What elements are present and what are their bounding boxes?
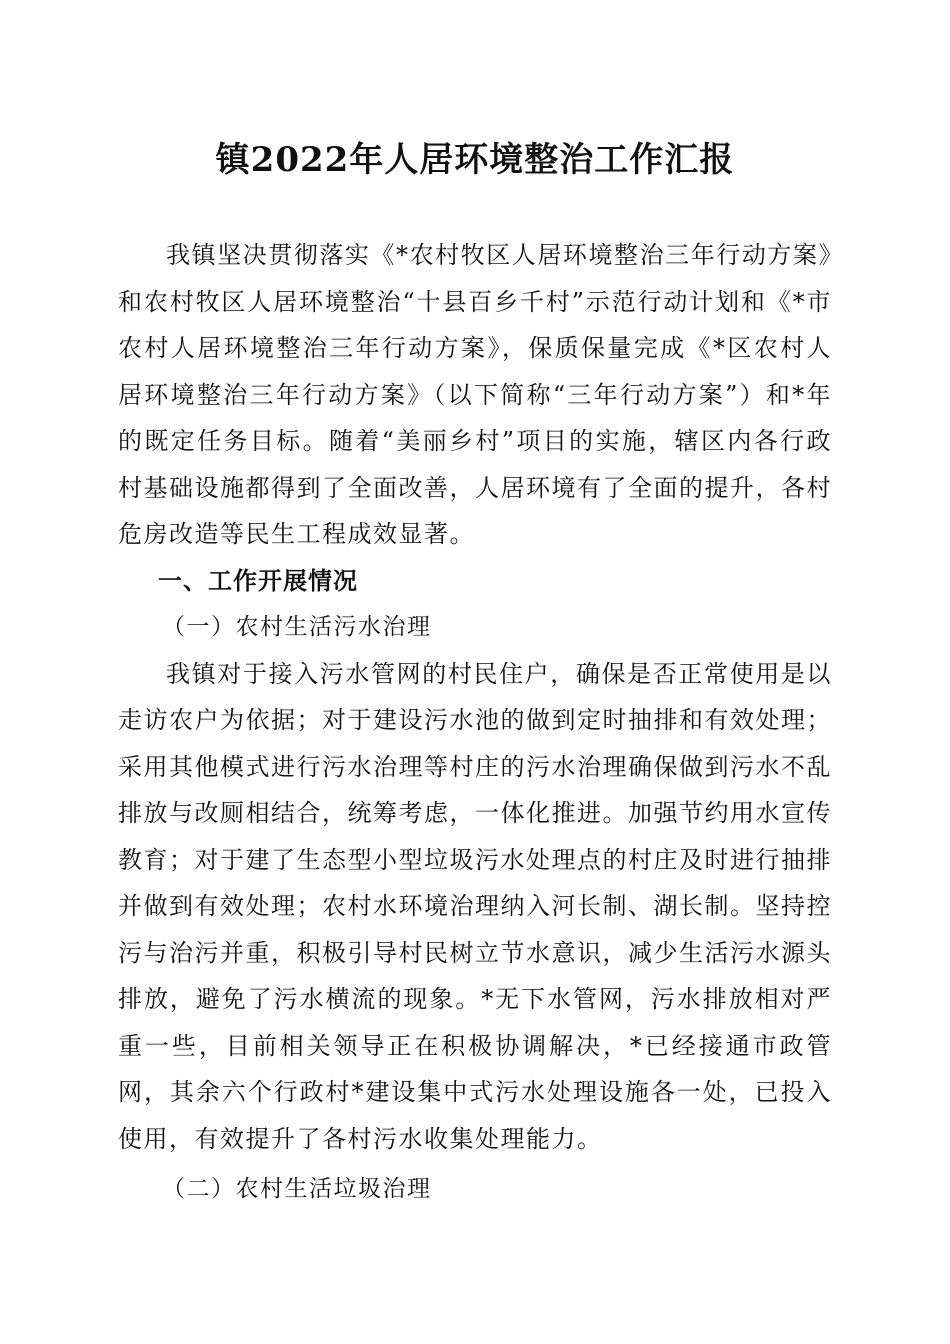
document-body xyxy=(118,232,832,1213)
subsection-heading-sewage: （一）农村生活污水治理 xyxy=(162,614,432,640)
section-heading-work-progress: 一、工作开展情况 xyxy=(158,566,358,595)
subsection-heading-garbage: （二）农村生活垃圾治理 xyxy=(162,1176,432,1202)
sewage-paragraph: 我镇对于接入污水管网的村民住户，确保是否正常使用是以走访农户为依据；对于建设污水池的做到定时抽排和有效处理；采用其他模式进行污水治理等村庄的污水治理确保做到污水不乱排放与改厕相结合，统筹考虑，一体化推进。加强节约用水宣传教育；对于建了生态型小型垃圾污水处理点的村庄及时进行抽排并做到有效处理；农村水环境治理纳入河长制、湖长制。坚持控污与治污并重，积极引导村民树立节水意识，减少生活污水源头排放，避免了污水横流的现象。*无下水管网，污水排放相对严重一些，目前相关领导正在积极协调解决，*已经接通市政管网，其余六个行政村*建设集中式污水处理设施各一处，已投入使用，有效提升了各村污水收集处理能力。 xyxy=(118,659,832,1153)
intro-paragraph: 我镇坚决贯彻落实《*农村牧区人居环境整治三年行动方案》和农村牧区人居环境整治“十县百乡千村”示范行动计划和《*市农村人居环境整治三年行动方案》，保质保量完成《*区农村人居环境整治三年行动方案》（以下简称“三年行动方案”）和*年的既定任务目标。随着“美丽乡村”项目的实施，辖区内各行政村基础设施都得到了全面改善，人居环境有了全面的提升，各村危房改造等民生工程成效显著。 xyxy=(118,241,832,548)
document-title: 镇2022年人居环境整治工作汇报 xyxy=(215,140,735,180)
